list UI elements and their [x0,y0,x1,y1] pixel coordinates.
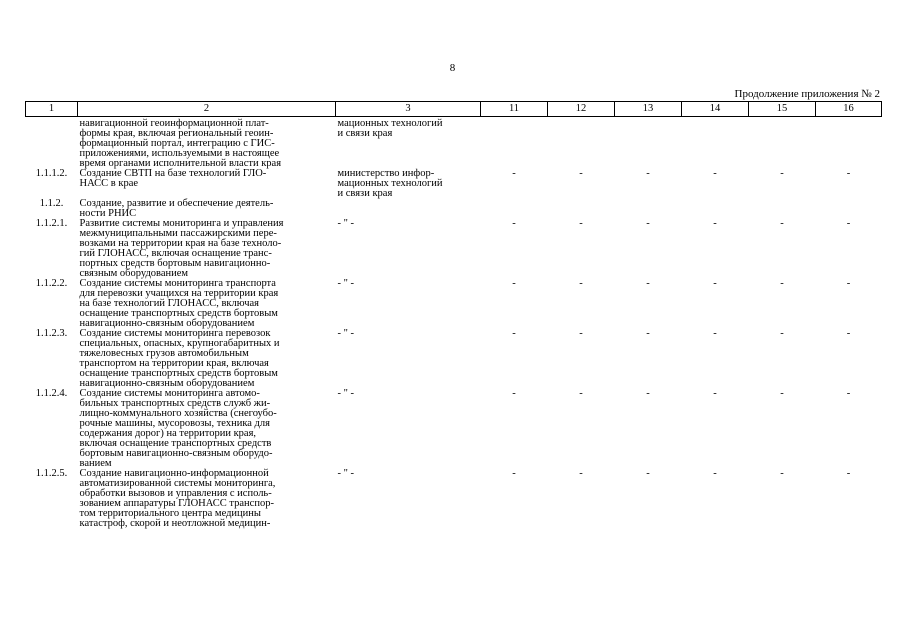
row-name-text: навигационной геоинформационной плат- формы края, включая региональный геоин- формационный портал, интеграцию с ГИС- приложениями, используемыми в настоящее время органами исполнительной власти края [79,118,282,169]
row-value-text: - [780,278,784,289]
row-value [615,389,682,469]
row-value-text: - [579,388,583,399]
row-name-text: Создание навигационно-информационной автоматизированной системы мониторинга, обработки вызовов и управления с исполь- зованием аппаратуры ГЛОНАСС транспор- том территориального центра медицины катастроф, скорой и неотложной медицин- [79,468,276,529]
row-value-text: - [646,168,650,179]
row-value-text: - [846,168,851,179]
row-value-text: - [512,468,516,479]
row-name [78,329,336,389]
row-value-text: - [512,278,516,289]
row-value-text: - [846,468,851,479]
table-row [26,389,882,469]
row-value [749,469,816,529]
row-value [481,469,548,529]
row-value [548,117,615,170]
column-header: 2 [78,102,336,117]
row-value-text: - [713,468,717,479]
row-number-text: 1.1.2.5. [35,468,68,479]
row-value-text: - [713,218,717,229]
column-header: 12 [548,102,615,117]
row-value [816,279,882,329]
row-name-text: Создание, развитие и обеспечение деятель- ности РНИС [79,198,274,219]
row-value-text: - [780,218,784,229]
row-value [816,169,882,199]
table-row [26,117,882,170]
row-value [548,169,615,199]
column-header: 15 [749,102,816,117]
row-value [682,329,749,389]
row-value-text: - [713,388,717,399]
row-number-text: 1.1.1.2. [35,168,68,179]
row-value-text: - [512,328,516,339]
row-value-text: - [646,468,650,479]
row-executor-text: мационных технологий и связи края [337,118,443,139]
row-executor [336,389,481,469]
row-value [749,199,816,219]
row-name [78,219,336,279]
row-value [481,199,548,219]
row-value [749,117,816,170]
row-value-text: - [579,218,583,229]
row-number [26,389,78,469]
appendix-table [25,101,882,529]
row-value [481,279,548,329]
column-header: 1 [26,102,78,117]
row-value [615,199,682,219]
row-value-text: - [646,388,650,399]
continuation-label: Продолжение приложения № 2 [734,88,880,100]
row-value-text: - [646,218,650,229]
page-number: 8 [449,62,456,74]
row-name-text: Создание системы мониторинга перевозок специальных, опасных, крупногабаритных и тяжеловесных грузов автомобильным транспортом на территории края, включая оснащение транспортных средств бортовым навигационно-связным оборудованием [79,328,280,389]
row-value-text: - [846,388,851,399]
row-number-text: 1.1.2. [39,198,64,209]
row-value-text: - [713,328,717,339]
row-value [615,169,682,199]
row-value-text: - [579,328,583,339]
row-value [816,199,882,219]
row-number-text: 1.1.2.2. [35,278,68,289]
row-number [26,469,78,529]
row-name [78,389,336,469]
row-value [682,169,749,199]
row-executor [336,219,481,279]
row-value [816,469,882,529]
row-executor-text: министерство инфор- мационных технологий и связи края [337,168,443,199]
row-value [548,469,615,529]
table-header-row [26,102,882,117]
row-name-text: Развитие системы мониторинга и управления межмуниципальными пассажирскими пере- возками на территории края на базе техноло- гий ГЛОНАСС, включая оснащение транс- портных средств бортовым навигационно- связным оборудованием [79,218,284,279]
row-value [615,279,682,329]
row-executor-text: - " - [337,278,355,289]
row-value [481,117,548,170]
row-value [816,117,882,170]
row-value [682,469,749,529]
column-header: 13 [615,102,682,117]
row-executor-text: - " - [337,328,355,339]
row-value-text: - [579,278,583,289]
row-value [682,199,749,219]
row-executor [336,169,481,199]
row-value-text: - [846,278,851,289]
row-value [481,169,548,199]
column-header: 11 [481,102,548,117]
row-executor-text: - " - [337,388,355,399]
row-value [749,389,816,469]
row-name-text: Создание системы мониторинга транспорта для перевозки учащихся на территории края на базе технологий ГЛОНАСС, включая оснащение транспортных средств бортовым навигационно-связным оборудованием [79,278,279,329]
row-value [548,389,615,469]
row-executor-text: - " - [337,468,355,479]
row-value-text: - [780,468,784,479]
row-executor [336,329,481,389]
row-number [26,329,78,389]
row-value [682,219,749,279]
column-header: 3 [336,102,481,117]
row-value-text: - [713,278,717,289]
row-executor [336,199,481,219]
row-value-text: - [846,328,851,339]
row-executor [336,117,481,170]
row-value-text: - [512,168,516,179]
row-number-text: 1.1.2.1. [35,218,68,229]
row-number [26,117,78,170]
row-number [26,169,78,199]
row-number [26,279,78,329]
row-value-text: - [780,388,784,399]
table-row [26,279,882,329]
row-value-text: - [579,168,583,179]
row-value [682,117,749,170]
row-value [548,199,615,219]
row-value [749,329,816,389]
row-value [615,469,682,529]
row-value [548,219,615,279]
row-number-text: 1.1.2.4. [35,388,68,399]
row-value-text: - [646,278,650,289]
row-value [481,389,548,469]
row-executor [336,469,481,529]
row-value [816,389,882,469]
row-value-text: - [579,468,583,479]
row-name-text: Создание системы мониторинга автомо- бильных транспортных средств служб жи- лищно-коммунального хозяйства (снегоубо- рочные машины, мусоровозы, техника для содержания дорог) на территории края, включая оснащение транспортных средств бортовым навигационно-связным оборудо- ванием [79,388,277,469]
table-row [26,469,882,529]
row-number [26,199,78,219]
row-value [749,169,816,199]
row-value [816,329,882,389]
row-value [682,389,749,469]
row-value [548,279,615,329]
row-number-text: 1.1.2.3. [35,328,68,339]
table-row [26,199,882,219]
table-row [26,329,882,389]
row-value-text: - [846,218,851,229]
row-value [615,329,682,389]
row-executor-text: - " - [337,218,355,229]
row-value [749,219,816,279]
row-value-text: - [780,328,784,339]
row-value [749,279,816,329]
row-value-text: - [646,328,650,339]
row-name [78,199,336,219]
row-value-text: - [713,168,717,179]
row-value [548,329,615,389]
row-executor [336,279,481,329]
row-name [78,117,336,170]
row-value-text: - [512,388,516,399]
row-value [615,117,682,170]
row-value [816,219,882,279]
row-value-text: - [780,168,784,179]
row-name [78,169,336,199]
row-value [481,329,548,389]
row-value [481,219,548,279]
column-header: 16 [816,102,882,117]
row-name-text: Создание СВТП на базе технологий ГЛО- НАСС в крае [79,168,267,189]
row-value [682,279,749,329]
column-header: 14 [682,102,749,117]
table-row [26,169,882,199]
row-value-text: - [512,218,516,229]
table-row [26,219,882,279]
row-number [26,219,78,279]
row-name [78,469,336,529]
row-value [615,219,682,279]
row-name [78,279,336,329]
